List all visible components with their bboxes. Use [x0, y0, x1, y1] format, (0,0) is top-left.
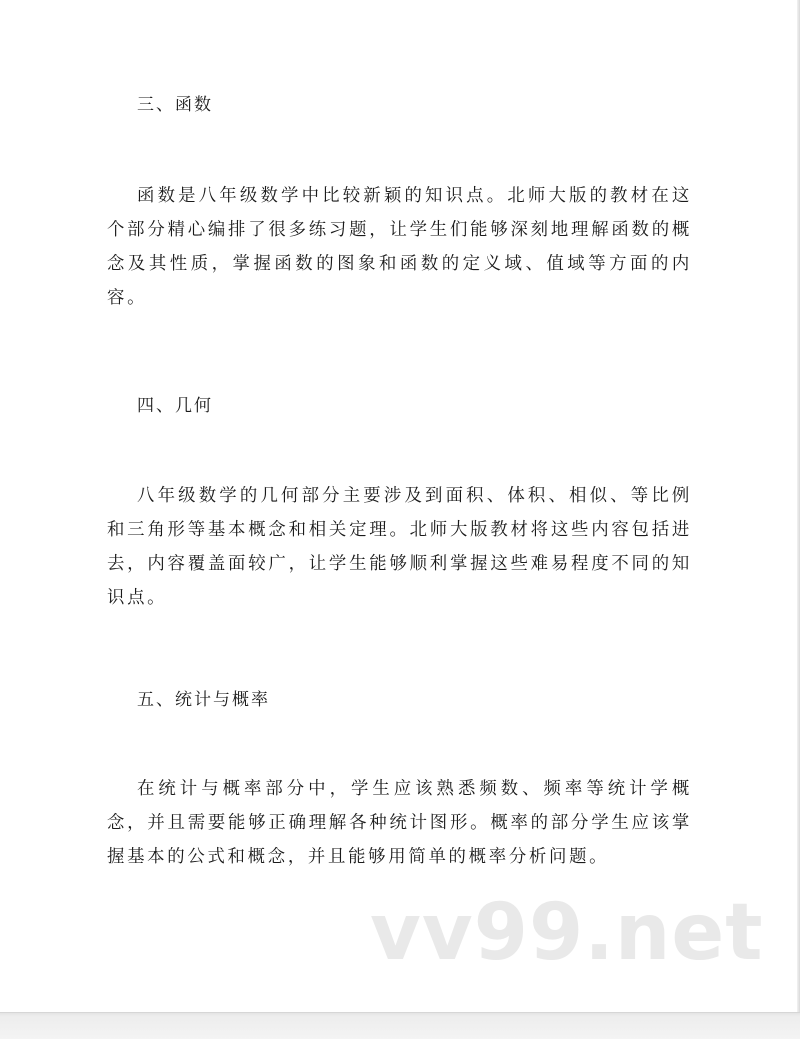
- section-paragraph-geometry: 八年级数学的几何部分主要涉及到面积、体积、相似、等比例和三角形等基本概念和相关定理。北师大版教材将这些内容包括进去，内容覆盖面较广，让学生能够顺利掌握这些难易程度不同的知识点。: [107, 486, 692, 608]
- watermark: vv99.net: [370, 888, 764, 978]
- page-bottom-gutter: [0, 1012, 800, 1039]
- section-heading-functions: 三、函数: [137, 95, 213, 115]
- section-heading-geometry: 四、几何: [137, 396, 213, 416]
- section-paragraph-functions: 函数是八年级数学中比较新颖的知识点。北师大版的教材在这个部分精心编排了很多练习题，让学生们能够深刻地理解函数的概念及其性质，掌握函数的图象和函数的定义域、值域等方面的内容。: [107, 186, 692, 308]
- section-heading-statistics-probability: 五、统计与概率: [137, 690, 270, 710]
- section-paragraph-statistics-probability: 在统计与概率部分中，学生应该熟悉频数、频率等统计学概念，并且需要能够正确理解各种统计图形。概率的部分学生应该掌握基本的公式和概念，并且能够用简单的概率分析问题。: [107, 779, 692, 867]
